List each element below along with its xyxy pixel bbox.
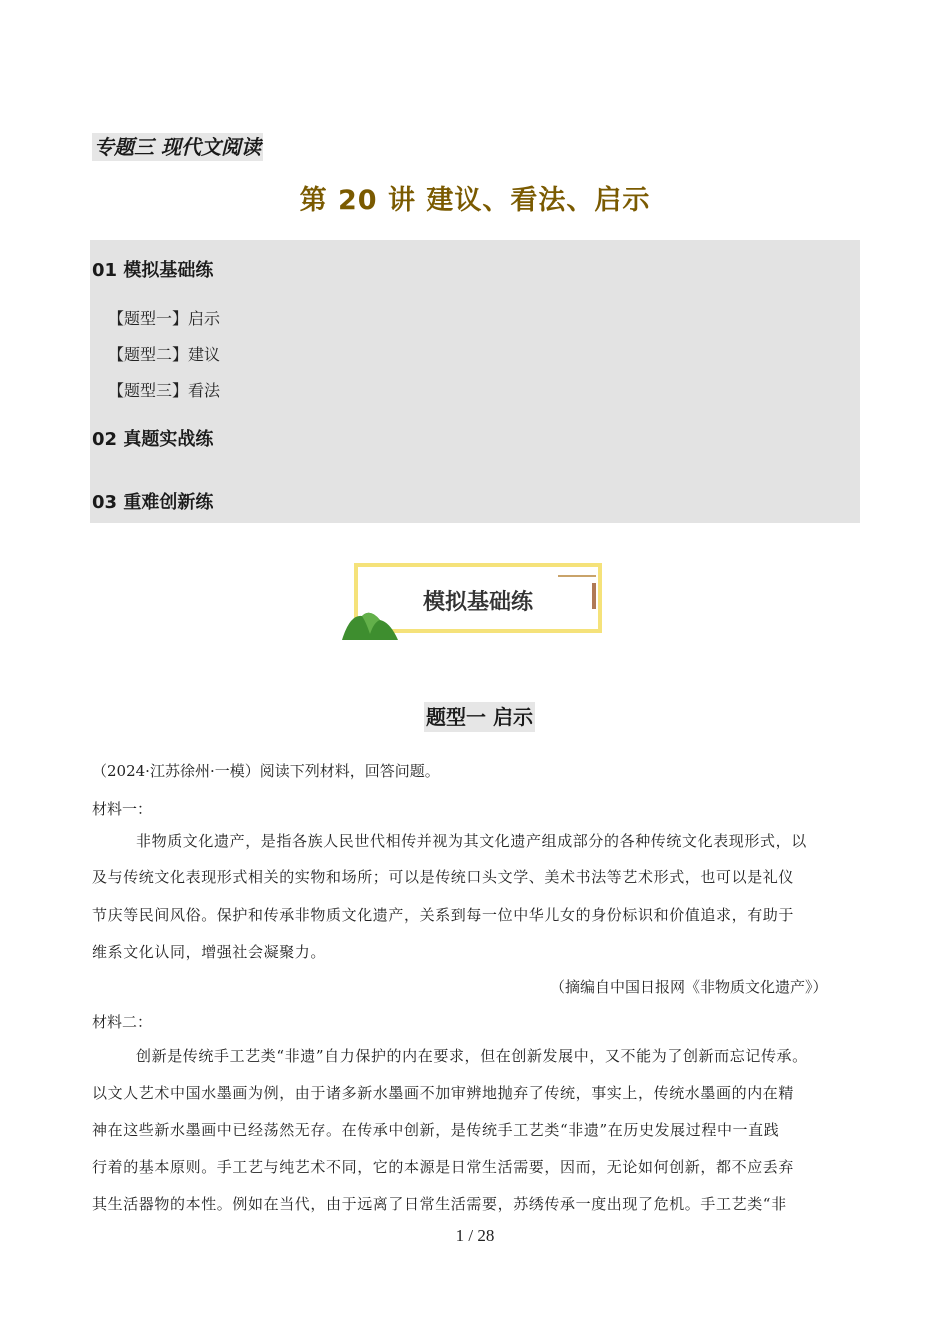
material-2-line: 其生活器物的本性。例如在当代，由于远离了日常生活需要，苏绣传承一度出现了危机。手工艺类“非 (92, 1195, 787, 1213)
material-1-line: 非物质文化遗产，是指各族人民世代相传并视为其文化遗产组成部分的各种传统文化表现形式，以 (136, 832, 807, 850)
material-1-line: 及与传统文化表现形式相关的实物和场所；可以是传统口头文学、美术书法等艺术形式，也可以是礼仪 (92, 868, 795, 886)
toc-item-type-2[interactable]: 【题型二】建议 (108, 345, 221, 364)
material-1-line: 维系文化认同，增强社会凝聚力。 (92, 943, 327, 961)
material-1-line: 节庆等民间风俗。保护和传承非物质文化遗产，关系到每一位中华儿女的身份标识和价值追求，有助于 (92, 906, 795, 924)
material-2-label: 材料二： (92, 1013, 153, 1031)
toc-section-1[interactable]: 01 模拟基础练 (92, 260, 214, 281)
toc-item-type-1[interactable]: 【题型一】启示 (108, 309, 221, 328)
material-1-label: 材料一： (92, 800, 153, 818)
question-type-heading: 题型一 启示 (424, 702, 535, 732)
material-2-line: 以文人艺术中国水墨画为例，由于诸多新水墨画不加审辨地抛弃了传统，事实上，传统水墨画的内在精 (92, 1084, 795, 1102)
material-1-citation: （摘编自中国日报网《非物质文化遗产》） (550, 978, 828, 996)
mountain-icon (340, 606, 400, 642)
toc-section-3[interactable]: 03 重难创新练 (92, 492, 214, 513)
material-2-line: 创新是传统手工艺类“非遗”自力保护的内在要求，但在创新发展中，又不能为了创新而忘记传承。 (136, 1047, 808, 1065)
toc-section-2[interactable]: 02 真题实战练 (92, 429, 214, 450)
page-number: 1 / 28 (455, 1226, 495, 1245)
series-tag: 专题三 现代文阅读 (94, 135, 261, 159)
material-2-line: 行着的基本原则。手工艺与纯艺术不同，它的本源是日常生活需要，因而，无论如何创新，都不应丢弃 (92, 1158, 795, 1176)
material-2-line: 神在这些新水墨画中已经荡然无存。在传承中创新，是传统手工艺类“非遗”在历史发展过程中一直践 (92, 1121, 780, 1139)
table-of-contents (90, 240, 860, 523)
lecture-title: 第 20 讲 建议、看法、启示 (299, 185, 651, 216)
toc-item-type-3[interactable]: 【题型三】看法 (108, 381, 221, 400)
question-source: （2024·江苏徐州·一模）阅读下列材料，回答问题。 (92, 762, 440, 780)
section-badge-label: 模拟基础练 (422, 590, 533, 615)
badge-corner-ornament-icon (556, 571, 604, 611)
